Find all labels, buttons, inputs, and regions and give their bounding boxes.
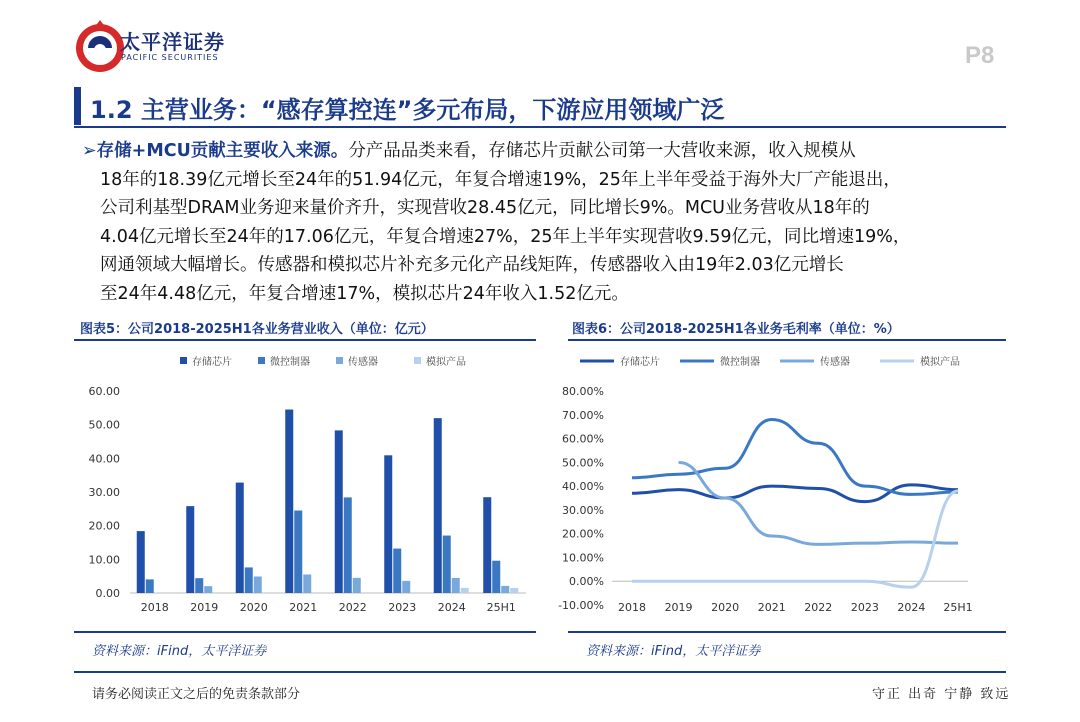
- y-tick-label: 40.00: [88, 452, 120, 466]
- figure-5-bottom-rule: [74, 631, 536, 633]
- bar: [483, 497, 491, 593]
- x-tick-label: 2023: [388, 601, 417, 614]
- title-accent-bar: [74, 87, 81, 125]
- brand-name-cn: 太平洋证券: [120, 30, 225, 54]
- y-tick-label: 0.00%: [569, 575, 604, 589]
- y-tick-label: -10.00%: [558, 599, 604, 612]
- y-tick-label: 20.00%: [562, 527, 604, 541]
- y-tick-label: 20.00: [88, 519, 120, 533]
- bar: [510, 588, 518, 593]
- paragraph-line: 公司利基型DRAM业务迎来量价齐升，实现营收28.45亿元，同比增长9%。MCU业务营收从18年的: [100, 198, 870, 218]
- brand-name-en: PACIFIC SECURITIES: [121, 53, 219, 62]
- paragraph-line: 网通领域大幅增长。传感器和模拟芯片补充多元化产品线矩阵，传感器收入由19年2.03亿元增长: [100, 255, 844, 275]
- x-tick-label: 2024: [437, 601, 466, 614]
- x-tick-label: 2020: [239, 601, 268, 614]
- figure-5-caption: 图表5：公司2018-2025H1各业务营业收入（单位：亿元）: [80, 322, 434, 337]
- y-tick-label: 60.00: [88, 385, 120, 398]
- legend-swatch: [258, 357, 265, 364]
- paragraph-line: 18年的18.39亿元增长至24年的51.94亿元，年复合增速19%，25年上半年受益于海外大厂产能退出，: [100, 169, 901, 190]
- x-tick-label: 2022: [804, 601, 833, 614]
- x-tick-label: 2021: [757, 601, 786, 614]
- bar: [186, 506, 194, 593]
- legend-label: 微控制器: [720, 357, 760, 368]
- y-tick-label: 0.00: [95, 587, 120, 600]
- body-paragraph: [82, 137, 1012, 308]
- x-tick-label: 2021: [289, 601, 318, 614]
- bar: [492, 561, 500, 593]
- bar: [294, 511, 302, 593]
- bar: [501, 586, 509, 593]
- footer-divider: [74, 671, 1006, 673]
- y-tick-label: 50.00%: [562, 456, 604, 470]
- paragraph-lead: 存储+MCU贡献主要收入来源。: [96, 141, 349, 161]
- paragraph-text: 分产品品类来看，存储芯片贡献公司第一大营收来源，收入规模从: [348, 141, 856, 161]
- bar: [335, 430, 343, 593]
- paragraph-line: [82, 137, 1012, 166]
- x-tick-label: 2018: [618, 601, 646, 614]
- bar: [146, 579, 154, 593]
- figure-6-bottom-rule: [568, 631, 1006, 633]
- bar: [461, 588, 469, 593]
- bar: [443, 536, 451, 593]
- x-tick-label: 2020: [711, 601, 740, 614]
- bar: [384, 455, 392, 593]
- bar: [434, 418, 442, 593]
- y-tick-label: 10.00%: [562, 551, 604, 565]
- bar: [245, 567, 253, 593]
- figure-5-source: 资料来源：iFind，太平洋证券: [92, 644, 267, 659]
- x-tick-label: 25H1: [486, 601, 516, 614]
- bar: [236, 483, 244, 593]
- legend-label: 存储芯片: [192, 357, 232, 368]
- revenue-bar-chart: [74, 345, 536, 629]
- bar: [402, 581, 410, 593]
- y-tick-label: 60.00%: [562, 432, 604, 446]
- legend-swatch: [414, 357, 421, 364]
- legend-swatch: [336, 357, 343, 364]
- legend-label: 模拟产品: [426, 357, 466, 368]
- figure-5-top-rule: [74, 339, 536, 341]
- bar: [452, 578, 460, 593]
- series-line: [632, 420, 958, 495]
- x-tick-label: 25H1: [943, 601, 973, 614]
- y-tick-label: 10.00: [88, 553, 120, 567]
- y-tick-label: 80.00%: [562, 385, 604, 398]
- legend-label: 传感器: [348, 357, 378, 368]
- legend-swatch: [180, 357, 187, 364]
- y-tick-label: 50.00: [88, 418, 120, 432]
- bar: [303, 574, 311, 593]
- legend-label: 微控制器: [270, 357, 310, 368]
- figure-6-top-rule: [568, 339, 1006, 341]
- legend-label: 存储芯片: [620, 357, 660, 368]
- footer-disclaimer: 请务必阅读正文之后的免责条款部分: [92, 687, 301, 702]
- bar: [344, 497, 352, 593]
- paragraph-line: 至24年4.48亿元，年复合增速17%，模拟芯片24年收入1.52亿元。: [100, 283, 629, 304]
- legend-label: 模拟产品: [920, 357, 960, 368]
- footer-motto: 守正 出奇 宁静 致远: [872, 687, 1011, 702]
- x-tick-label: 2019: [664, 601, 693, 614]
- paragraph-line: 4.04亿元增长至24年的17.06亿元，年复合增速27%，25年上半年实现营收9.59亿元，同比增速19%，: [100, 226, 911, 247]
- bar: [285, 410, 293, 593]
- series-line: [679, 462, 958, 544]
- bar: [204, 586, 212, 593]
- y-tick-label: 70.00%: [562, 408, 604, 422]
- page-number: P8: [965, 42, 995, 69]
- y-tick-label: 40.00%: [562, 480, 604, 494]
- bullet-arrow-icon: ➢: [82, 141, 97, 161]
- y-tick-label: 30.00%: [562, 503, 604, 517]
- bar: [195, 578, 203, 593]
- x-tick-label: 2022: [338, 601, 367, 614]
- section-title: 1.2 主营业务：“感存算控连”多元布局，下游应用领域广泛: [90, 96, 725, 124]
- legend-label: 传感器: [820, 357, 850, 368]
- x-tick-label: 2023: [850, 601, 879, 614]
- x-tick-label: 2024: [897, 601, 926, 614]
- x-tick-label: 2018: [140, 601, 169, 614]
- gross-margin-line-chart: [558, 345, 1006, 629]
- bar: [393, 549, 401, 593]
- title-divider: [74, 126, 1006, 128]
- bar: [353, 578, 361, 593]
- bar: [137, 531, 145, 593]
- figure-6-source: 资料来源：iFind，太平洋证券: [586, 644, 761, 659]
- y-tick-label: 30.00: [88, 486, 120, 499]
- figure-6-caption: 图表6：公司2018-2025H1各业务毛利率（单位：%）: [572, 322, 900, 337]
- bar: [254, 577, 262, 593]
- x-tick-label: 2019: [190, 601, 219, 614]
